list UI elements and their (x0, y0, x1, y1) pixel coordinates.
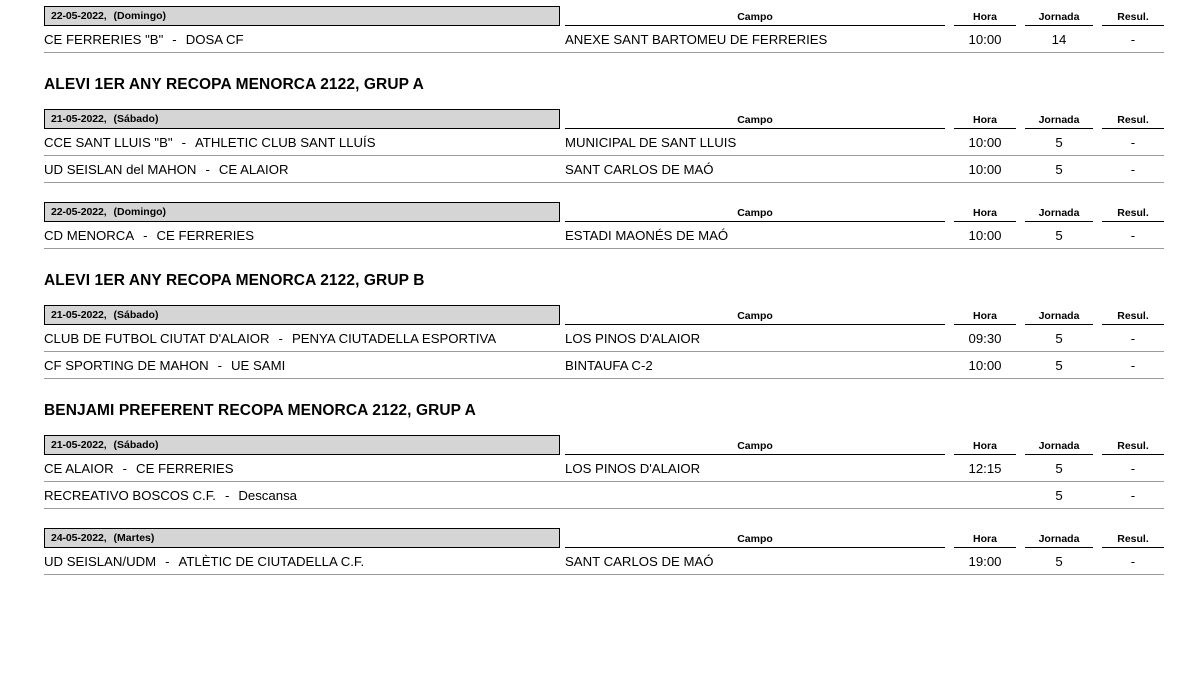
time-cell: 19:00 (968, 553, 1002, 569)
date-banner (44, 528, 560, 548)
time-cell: 10:00 (968, 161, 1002, 177)
venue-cell: LOS PINOS D'ALAIOR (565, 460, 701, 476)
weekday-value: (Martes) (113, 531, 155, 544)
competition-section (0, 249, 1196, 379)
column-header-campo: Campo (565, 441, 945, 456)
match-row (44, 26, 1164, 53)
result-cell: - (1130, 330, 1136, 346)
column-header-jornada: Jornada (1025, 311, 1093, 326)
versus-separator: - (122, 460, 128, 476)
result-cell: - (1130, 161, 1136, 177)
time-cell: 09:30 (968, 330, 1002, 346)
column-header-resul: Resul. (1102, 534, 1164, 549)
result-cell: - (1130, 357, 1136, 373)
matchday-cell: 5 (1055, 161, 1063, 177)
versus-separator: - (205, 161, 210, 177)
time-cell: 10:00 (968, 134, 1002, 150)
match-cell (44, 358, 565, 373)
venue-cell: BINTAUFA C-2 (565, 357, 653, 373)
column-header-hora: Hora (954, 311, 1016, 326)
versus-separator: - (217, 357, 223, 373)
venue-cell: SANT CARLOS DE MAÓ (565, 553, 714, 569)
away-team: CE FERRERIES (136, 460, 234, 476)
date-banner (44, 202, 560, 222)
column-header-resul: Resul. (1102, 115, 1164, 130)
home-team: CLUB DE FUTBOL CIUTAT D'ALAIOR (44, 330, 270, 346)
home-team: UD SEISLAN/UDM (44, 553, 157, 569)
competition-title: BENJAMI PREFERENT RECOPA MENORCA 2122, GRUP A (44, 402, 476, 419)
result-cell: - (1130, 134, 1136, 150)
home-team: CD MENORCA (44, 227, 135, 243)
date-block (0, 429, 1196, 509)
block-header (44, 522, 1164, 548)
versus-separator: - (224, 487, 230, 503)
away-team: PENYA CIUTADELLA ESPORTIVA (291, 330, 497, 346)
match-row (44, 455, 1164, 482)
matchday-cell: 5 (1055, 134, 1063, 150)
home-team: UD SEISLAN del MAHON (44, 161, 197, 177)
away-team: ATLÈTIC DE CIUTADELLA C.F. (178, 553, 365, 569)
column-header-campo: Campo (565, 311, 945, 326)
match-cell (44, 32, 565, 47)
block-header (44, 103, 1164, 129)
match-row (44, 129, 1164, 156)
column-header-hora: Hora (954, 441, 1016, 456)
column-header-campo: Campo (565, 534, 945, 549)
column-header-campo: Campo (565, 208, 945, 223)
versus-separator: - (143, 227, 148, 243)
away-team: Descansa (238, 487, 298, 503)
competition-title: ALEVI 1ER ANY RECOPA MENORCA 2122, GRUP A (44, 76, 424, 93)
block-header (44, 429, 1164, 455)
home-team: RECREATIVO BOSCOS C.F. (44, 487, 216, 503)
date-value: 21-05-2022, (51, 438, 107, 451)
block-header (44, 0, 1164, 26)
date-block (0, 196, 1196, 249)
versus-separator: - (172, 31, 177, 47)
column-header-jornada: Jornada (1025, 534, 1093, 549)
venue-cell: LOS PINOS D'ALAIOR (565, 330, 701, 346)
match-cell (44, 228, 565, 243)
column-header-resul: Resul. (1102, 208, 1164, 223)
column-header-hora: Hora (954, 534, 1016, 549)
versus-separator: - (278, 330, 283, 346)
away-team: CE FERRERIES (156, 227, 254, 243)
venue-cell: SANT CARLOS DE MAÓ (565, 161, 714, 177)
weekday-value: (Sábado) (113, 308, 159, 321)
date-banner (44, 109, 560, 129)
competition-title: ALEVI 1ER ANY RECOPA MENORCA 2122, GRUP B (44, 272, 425, 289)
away-team: DOSA CF (185, 31, 244, 47)
date-banner (44, 6, 560, 26)
match-cell (44, 461, 565, 476)
column-header-resul: Resul. (1102, 311, 1164, 326)
home-team: CE ALAIOR (44, 460, 114, 476)
date-value: 22-05-2022, (51, 205, 107, 218)
match-row (44, 325, 1164, 352)
matchday-cell: 5 (1055, 460, 1063, 476)
date-block (0, 103, 1196, 183)
date-value: 21-05-2022, (51, 112, 107, 125)
matchday-cell: 5 (1055, 487, 1063, 503)
weekday-value: (Domingo) (113, 205, 167, 218)
match-row (44, 156, 1164, 183)
column-header-hora: Hora (954, 115, 1016, 130)
home-team: CF SPORTING DE MAHON (44, 357, 209, 373)
time-cell: 10:00 (968, 227, 1002, 243)
matchday-cell: 5 (1055, 357, 1063, 373)
match-cell (44, 488, 565, 503)
result-cell: - (1130, 460, 1136, 476)
match-cell (44, 331, 565, 346)
matchday-cell: 14 (1051, 31, 1067, 47)
weekday-value: (Sábado) (113, 438, 159, 451)
column-header-campo: Campo (565, 115, 945, 130)
result-cell: - (1130, 227, 1136, 243)
column-header-jornada: Jornada (1025, 441, 1093, 456)
column-header-jornada: Jornada (1025, 208, 1093, 223)
date-block (0, 0, 1196, 53)
date-banner (44, 435, 560, 455)
column-header-resul: Resul. (1102, 441, 1164, 456)
date-value: 22-05-2022, (51, 9, 107, 22)
column-header-hora: Hora (954, 12, 1016, 27)
venue-cell: MUNICIPAL DE SANT LLUIS (565, 134, 737, 150)
home-team: CE FERRERIES "B" (44, 31, 164, 47)
time-cell: 10:00 (968, 31, 1002, 47)
competition-section (0, 53, 1196, 249)
column-header-jornada: Jornada (1025, 115, 1093, 130)
match-row (44, 482, 1164, 509)
date-value: 24-05-2022, (51, 531, 107, 544)
versus-separator: - (181, 134, 186, 150)
matchday-cell: 5 (1055, 330, 1063, 346)
weekday-value: (Sábado) (113, 112, 159, 125)
home-team: CCE SANT LLUIS "B" (44, 134, 173, 150)
date-value: 21-05-2022, (51, 308, 107, 321)
date-block (0, 522, 1196, 575)
result-cell: - (1130, 487, 1136, 503)
venue-cell: ESTADI MAONÉS DE MAÓ (565, 227, 729, 243)
match-cell (44, 162, 565, 177)
column-header-campo: Campo (565, 12, 945, 27)
time-cell: 10:00 (968, 357, 1002, 373)
result-cell: - (1130, 31, 1136, 47)
away-team: CE ALAIOR (218, 161, 289, 177)
block-header (44, 196, 1164, 222)
match-row (44, 222, 1164, 249)
versus-separator: - (165, 553, 170, 569)
date-banner (44, 305, 560, 325)
venue-cell: ANEXE SANT BARTOMEU DE FERRERIES (565, 31, 828, 47)
column-header-jornada: Jornada (1025, 12, 1093, 27)
competition-section (0, 379, 1196, 575)
matchday-cell: 5 (1055, 227, 1063, 243)
away-team: ATHLETIC CLUB SANT LLUÍS (194, 134, 376, 150)
matchday-cell: 5 (1055, 553, 1063, 569)
match-cell (44, 135, 565, 150)
match-cell (44, 554, 565, 569)
weekday-value: (Domingo) (113, 9, 167, 22)
time-cell: 12:15 (968, 460, 1002, 476)
match-row (44, 352, 1164, 379)
column-header-hora: Hora (954, 208, 1016, 223)
block-header (44, 299, 1164, 325)
column-header-resul: Resul. (1102, 12, 1164, 27)
competition-section (0, 0, 1196, 53)
away-team: UE SAMI (231, 357, 286, 373)
match-row (44, 548, 1164, 575)
result-cell: - (1130, 553, 1136, 569)
date-block (0, 299, 1196, 379)
